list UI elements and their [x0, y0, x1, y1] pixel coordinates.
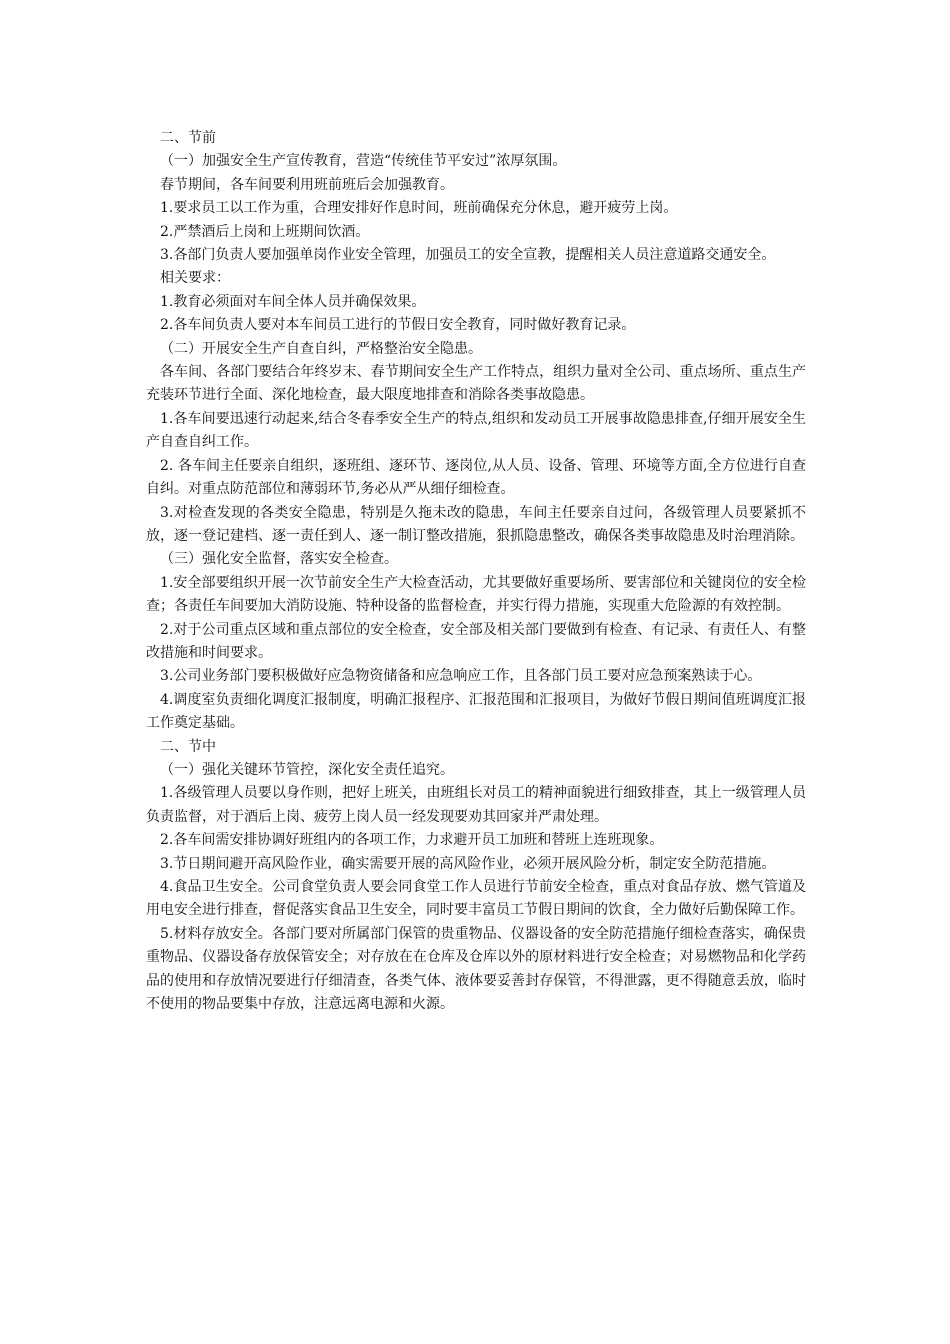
paragraph: 春节期间，各车间要利用班前班后会加强教育。 — [160, 176, 454, 193]
list-item: 1.要求员工以工作为重，合理安排好作息时间，班前确保充分休息，避开疲劳上岗。 — [160, 200, 678, 217]
section-heading: 二、节中 — [160, 738, 216, 755]
list-item: 2.各车间负责人要对本车间员工进行的节假日安全教育，同时做好教育记录。 — [160, 317, 636, 334]
list-item: 3.各部门负责人要加强单岗作业安全管理，加强员工的安全宣教，提醒相关人员注意道路交通安全。 — [160, 247, 776, 264]
subsection-heading: （三）强化安全监督，落实安全检查。 — [160, 551, 398, 568]
section-heading: 二、节前 — [160, 130, 216, 146]
list-item: 4.调度室负责细化调度汇报制度，明确汇报程序、汇报范围和汇报项目，为做好节假日期间值班调度汇报工作奠定基础。 — [146, 691, 806, 732]
list-item: 2. 各车间主任要亲自组织，逐班组、逐环节、逐岗位,从人员、设备、管理、环境等方面,全方位进行自查自纠。对重点防范部位和薄弱环节,务必从严从细仔细检查。 — [146, 457, 806, 498]
list-item: 1.安全部要组织开展一次节前安全生产大检查活动，尤其要做好重要场所、要害部位和关键岗位的安全检查；各责任车间要加大消防设施、特种设备的监督检查，并实行得力措施，实现重大危险源的有效控制。 — [146, 574, 806, 615]
list-item: 2.严禁酒后上岗和上班期间饮酒。 — [160, 223, 370, 240]
list-item: 1.各车间要迅速行动起来,结合冬春季安全生产的特点,组织和发动员工开展事故隐患排查,仔细开展安全生产自查自纠工作。 — [146, 410, 806, 451]
subsection-heading: （一）加强安全生产宣传教育，营造“传统佳节平安过”浓厚氛围。 — [160, 153, 567, 170]
subsection-heading: （二）开展安全生产自查自纠，严格整治安全隐患。 — [160, 340, 482, 357]
list-item: 3.公司业务部门要积极做好应急物资储备和应急响应工作，且各部门员工要对应急预案熟读于心。 — [160, 668, 762, 685]
list-item: 1.教育必须面对车间全体人员并确保效果。 — [160, 293, 426, 310]
list-item: 5.材料存放安全。各部门要对所属部门保管的贵重物品、仪器设备的安全防范措施仔细检查落实，确保贵重物品、仪器设备存放保管安全；对存放在在仓库及仓库以外的原材料进行安全检查；对易燃物品和化学药品的使用和存放情况要进行仔细清查，各类气体、液体要妥善封存保管，不得泄露，更不得随意丢放，临时不使用的物品要集中存放，注意远离电源和火源。 — [146, 925, 806, 1013]
subsection-heading: （一）强化关键环节管控，深化安全责任追究。 — [160, 761, 454, 778]
list-item: 4.食品卫生安全。公司食堂负责人要会同食堂工作人员进行节前安全检查，重点对食品存放、燃气管道及用电安全进行排查，督促落实食品卫生安全，同时要丰富员工节假日期间的饮食，全力做好后勤保障工作。 — [146, 879, 806, 919]
paragraph: 相关要求： — [160, 270, 230, 287]
paragraph: 各车间、各部门要结合年终岁末、春节期间安全生产工作特点，组织力量对全公司、重点场所、重点生产充装环节进行全面、深化地检查，最大限度地排查和消除各类事故隐患。 — [146, 364, 806, 404]
list-item: 1.各级管理人员要以身作则，把好上班关，由班组长对员工的精神面貌进行细致排查，其上一级管理人员负责监督，对于酒后上岗、疲劳上岗人员一经发现要劝其回家并严肃处理。 — [146, 785, 806, 825]
list-item: 2.对于公司重点区域和重点部位的安全检查，安全部及相关部门要做到有检查、有记录、有责任人、有整改措施和时间要求。 — [146, 621, 806, 661]
document-body — [146, 127, 806, 1016]
list-item: 2.各车间需安排协调好班组内的各项工作，力求避开员工加班和替班上连班现象。 — [160, 832, 664, 849]
list-item: 3.节日期间避开高风险作业，确实需要开展的高风险作业，必须开展风险分析，制定安全防范措施。 — [160, 855, 776, 872]
list-item: 3.对检查发现的各类安全隐患，特别是久拖未改的隐患，车间主任要亲自过问，各级管理人员要紧抓不放，逐一登记建档、逐一责任到人、逐一制订整改措施，狠抓隐患整改，确保各类事故隐患及时治理消除。 — [146, 504, 806, 544]
